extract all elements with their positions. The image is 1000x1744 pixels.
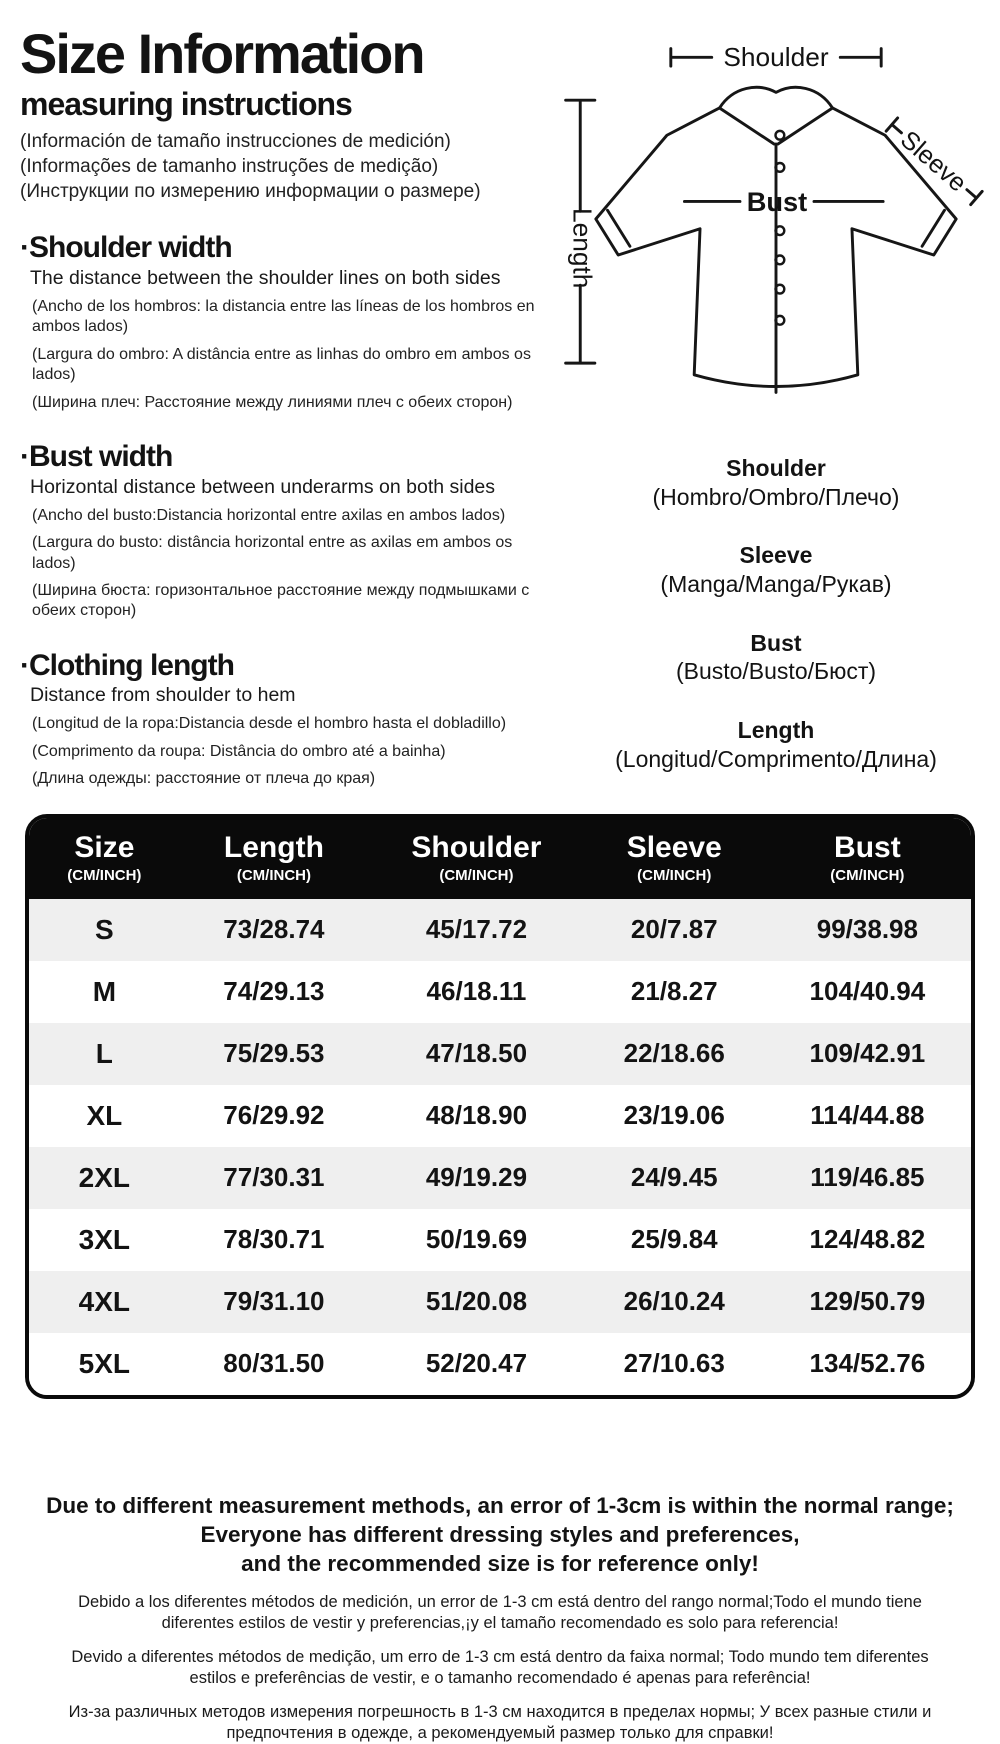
column-unit: (CM/INCH) — [236, 866, 311, 884]
column-unit: (CM/INCH) — [439, 866, 514, 884]
cell-bust: 134/52.76 — [809, 1348, 926, 1379]
legend-translations: (Busto/Busto/Бюст) — [675, 658, 877, 685]
cell-size: XL — [86, 1099, 123, 1131]
column-label: Bust — [834, 830, 901, 864]
legend-term: Bust — [750, 629, 802, 656]
cell-shoulder: 51/20.08 — [425, 1286, 528, 1317]
subtitle-translation-pt: (Informações de tamanho instruções de medição) — [20, 156, 439, 178]
shirt-measurement-diagram-icon — [552, 28, 1000, 410]
cell-length: 76/29.92 — [223, 1100, 325, 1131]
table-row — [29, 961, 971, 1023]
legend-item-shoulder — [615, 455, 937, 511]
disclaimer-es: Debido a los diferentes métodos de medición, un error de 1-3 cm está dentro del rango normal;Todo el mundo tiene diferentes estilos de vestir y preferencias,¡y el tamaño recomendado es solo para referencia! — [78, 1592, 922, 1632]
section-note-es: (Longitud de la ropa:Distancia desde el hombro hasta el dobladillo) — [32, 715, 507, 733]
section-note-es: (Ancho de los hombros: la distancia entre las líneas de los hombros en ambos lados) — [32, 297, 535, 336]
page-title: Size Information — [20, 22, 424, 85]
disclaimer — [20, 1491, 980, 1744]
section-shoulder-width — [20, 232, 552, 413]
shoulder-diagram-label: Shoulder — [723, 42, 829, 73]
cell-size: 3XL — [78, 1223, 131, 1255]
table-row — [29, 899, 971, 961]
column-header-shoulder — [368, 818, 585, 899]
section-clothing-length — [20, 650, 552, 790]
cell-sleeve: 25/9.84 — [630, 1224, 718, 1255]
cell-bust: 129/50.79 — [809, 1286, 926, 1317]
column-header-size — [29, 818, 180, 899]
cell-length: 75/29.53 — [223, 1038, 325, 1069]
legend-term: Length — [737, 717, 815, 744]
section-heading: ·Shoulder width — [20, 231, 232, 265]
legend-item-length — [615, 717, 937, 773]
cell-shoulder: 52/20.47 — [425, 1348, 528, 1379]
cell-shoulder: 46/18.11 — [426, 976, 527, 1007]
section-heading: ·Bust width — [20, 440, 173, 474]
cell-shoulder: 45/17.72 — [425, 914, 528, 945]
cell-size: 2XL — [78, 1161, 131, 1193]
legend-item-bust — [615, 630, 937, 686]
column-unit: (CM/INCH) — [830, 866, 905, 884]
cell-sleeve: 24/9.45 — [630, 1162, 718, 1193]
cell-size: S — [95, 913, 114, 945]
disclaimer-en — [20, 1491, 980, 1579]
length-diagram-label: Length — [567, 208, 598, 289]
section-note-es: (Ancho del busto:Distancia horizontal entre axilas en ambos lados) — [32, 506, 506, 524]
column-header-length — [180, 818, 368, 899]
cell-length: 78/30.71 — [223, 1224, 325, 1255]
legend-term: Sleeve — [739, 542, 813, 569]
cell-shoulder: 49/19.29 — [425, 1162, 528, 1193]
column-label: Length — [223, 830, 324, 864]
legend-term: Shoulder — [726, 455, 826, 481]
column-unit: (CM/INCH) — [67, 866, 142, 884]
section-note-ru: (Длина одежды: расстояние от плеча до края) — [32, 770, 376, 788]
legend-translations: (Manga/Manga/Рукав) — [660, 570, 892, 597]
column-header-bust — [764, 818, 971, 899]
diagram-legend — [615, 424, 937, 773]
section-note-ru: (Ширина плеч: Расстояние между линиями плеч с обеих сторон) — [32, 393, 513, 411]
sleeve-diagram-label: Sleeve — [894, 125, 972, 198]
cell-length: 73/28.74 — [223, 914, 325, 945]
cell-shoulder: 47/18.50 — [425, 1038, 528, 1069]
table-row — [29, 1271, 971, 1333]
diagram-column — [552, 26, 1000, 790]
section-description: Horizontal distance between underarms on both sides — [30, 475, 496, 498]
cell-bust: 104/40.94 — [809, 976, 926, 1007]
page-subtitle: measuring instructions — [20, 86, 352, 122]
section-heading: ·Clothing length — [20, 648, 234, 682]
shirt-button — [776, 131, 785, 140]
cell-size: M — [92, 975, 117, 1007]
subtitle-translation-es: (Información de tamaño instrucciones de medición) — [20, 131, 451, 152]
header-row — [29, 818, 971, 899]
disclaimer-en-line: Due to different measurement methods, an error of 1-3cm is within the normal range; — [46, 1492, 954, 1518]
sleeve-annotation — [882, 115, 985, 210]
cell-length: 80/31.50 — [223, 1348, 325, 1379]
cell-shoulder: 48/18.90 — [425, 1100, 528, 1131]
section-note-pt: (Largura do ombro: A distância entre as linhas do ombro em ambos os lados) — [32, 345, 531, 384]
legend-translations: (Longitud/Comprimento/Длина) — [615, 745, 937, 772]
table-row — [29, 1085, 971, 1147]
bust-diagram-label: Bust — [746, 186, 808, 218]
column-header-sleeve — [585, 818, 764, 899]
cell-size: 5XL — [78, 1347, 131, 1379]
cell-length: 79/31.10 — [223, 1286, 325, 1317]
section-description: Distance from shoulder to hem — [30, 684, 296, 707]
cell-bust: 119/46.85 — [810, 1162, 925, 1193]
subtitle-translation-ru: (Инструкции по измерению информации о размере) — [20, 181, 481, 203]
cell-bust: 99/38.98 — [816, 914, 918, 945]
disclaimer-ru: Из-за различных методов измерения погрешность в 1-3 см находится в пределах нормы; У всех разные стили и предпочтения в одежде, а рекомендуемый размер только для справки! — [68, 1703, 932, 1743]
instructions-column — [20, 22, 552, 790]
size-table — [25, 814, 975, 1399]
disclaimer-en-line: and the recommended size is for reference only! — [241, 1551, 759, 1577]
top-section — [20, 22, 980, 790]
cell-size: L — [95, 1037, 113, 1069]
section-note-pt: (Largura do busto: distância horizontal entre as axilas em ambos os lados) — [32, 534, 513, 572]
cell-size: 4XL — [78, 1285, 131, 1317]
cell-sleeve: 21/8.27 — [630, 976, 718, 1007]
table-row — [29, 1209, 971, 1271]
cell-length: 77/30.31 — [223, 1162, 325, 1193]
table-row — [29, 1147, 971, 1209]
cell-bust: 114/44.88 — [810, 1100, 925, 1131]
cell-shoulder: 50/19.69 — [425, 1224, 528, 1255]
section-note-pt: (Comprimento da roupa: Distância do ombro até a bainha) — [32, 742, 446, 760]
cell-sleeve: 23/19.06 — [623, 1100, 725, 1131]
legend-item-sleeve — [615, 542, 937, 598]
cell-bust: 124/48.82 — [809, 1224, 926, 1255]
cell-length: 74/29.13 — [223, 976, 325, 1007]
cell-bust: 109/42.91 — [809, 1038, 926, 1069]
cell-sleeve: 26/10.24 — [623, 1286, 725, 1317]
table-row — [29, 1333, 971, 1395]
section-note-ru: (Ширина бюста: горизонтальное расстояние между подмышками с обеих сторон) — [32, 581, 530, 620]
column-label: Size — [74, 830, 135, 864]
disclaimer-en-line: Everyone has different dressing styles and preferences, — [200, 1522, 800, 1548]
size-table-header — [29, 818, 971, 899]
table-row — [29, 1023, 971, 1085]
section-bust-width — [20, 441, 552, 622]
size-table-body — [29, 899, 971, 1395]
cell-sleeve: 20/7.87 — [630, 914, 718, 945]
cell-sleeve: 22/18.66 — [623, 1038, 725, 1069]
disclaimer-pt: Devido a diferentes métodos de medição, um erro de 1-3 cm está dentro da faixa normal; Todo mundo tem diferentes estilos e preferências de vestir, e o tamanho recomendado é apenas para referência! — [71, 1647, 929, 1687]
section-description: The distance between the shoulder lines on both sides — [30, 266, 501, 289]
cell-sleeve: 27/10.63 — [623, 1348, 725, 1379]
subtitle-translations — [20, 129, 552, 204]
legend-translations: (Hombro/Ombro/Плечо) — [652, 483, 900, 510]
column-unit: (CM/INCH) — [637, 866, 712, 884]
column-label: Sleeve — [626, 830, 722, 864]
column-label: Shoulder — [411, 830, 542, 864]
